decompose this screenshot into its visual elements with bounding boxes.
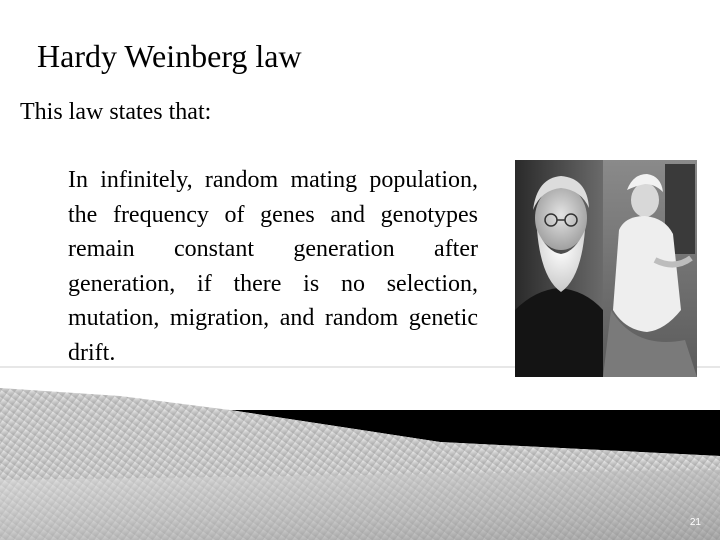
portrait-photos <box>515 160 697 377</box>
left-portrait <box>515 160 603 377</box>
grey-lower-panel <box>0 470 720 540</box>
slide-title: Hardy Weinberg law <box>37 38 302 74</box>
slide-intro-text: This law states that: <box>20 99 212 125</box>
slide-body-text: In infinitely, random mating population, the frequency of genes and genotypes remain constant generation after generation, if there is no selection, mutation, migration, and random genetic drift. <box>68 167 478 366</box>
page-number: 21 <box>689 517 701 528</box>
right-portrait <box>603 160 697 377</box>
decorative-footer-graphic <box>0 360 720 540</box>
